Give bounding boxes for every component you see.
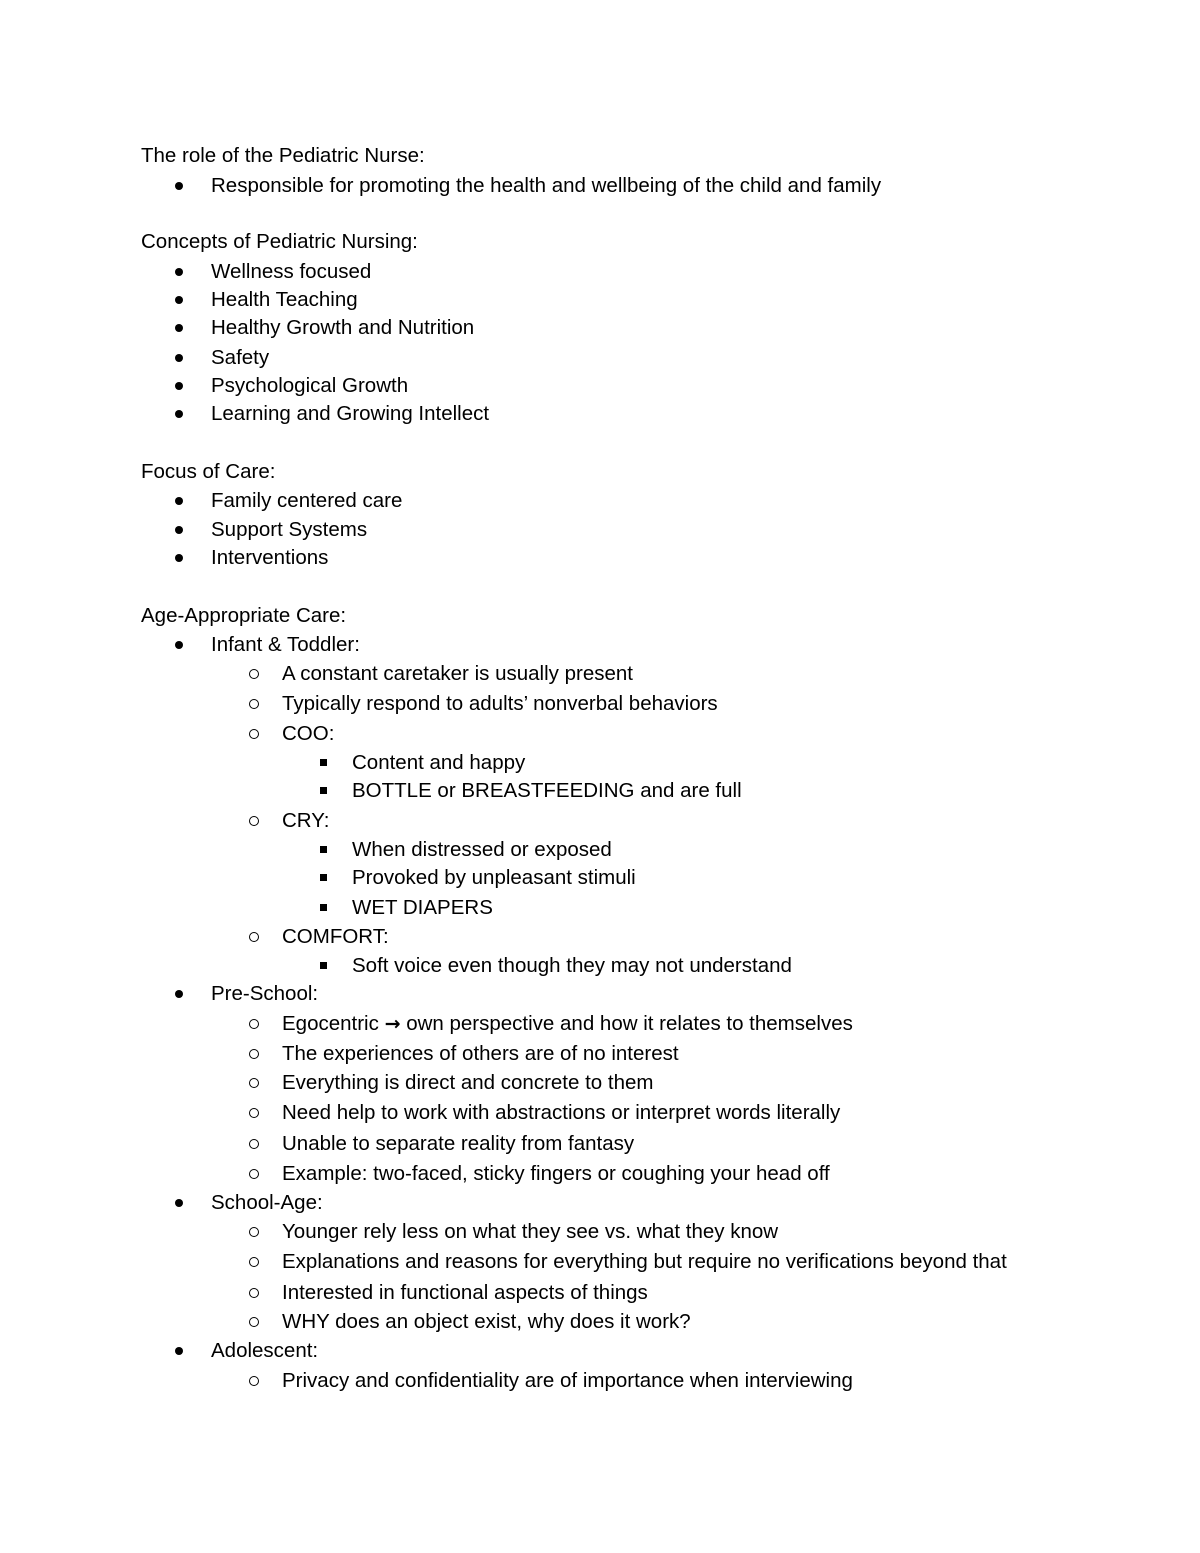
bullet-circle-icon: [249, 669, 259, 679]
list-item: BOTTLE or BREASTFEEDING and are full: [352, 779, 742, 802]
list-item: Younger rely less on what they see vs. what they know: [282, 1220, 779, 1243]
list-item: Learning and Growing Intellect: [211, 402, 490, 425]
list-item: Content and happy: [352, 751, 526, 774]
right-arrow-icon: →: [384, 1013, 401, 1035]
bullet-circle-icon: [249, 1288, 259, 1298]
bullet-disc-icon: [175, 554, 183, 562]
bullet-circle-icon: [249, 1078, 259, 1088]
bullet-square-icon: [320, 759, 327, 766]
bullet-disc-icon: [175, 354, 183, 362]
egocentric-description: own perspective and how it relates to themselves: [406, 1012, 853, 1035]
list-item-preschool: Pre-School:: [211, 982, 319, 1005]
bullet-circle-icon: [249, 1169, 259, 1179]
bullet-circle-icon: [249, 729, 259, 739]
heading-age-appropriate: Age-Appropriate Care:: [141, 604, 347, 627]
list-item-egocentric: [282, 1010, 853, 1038]
bullet-circle-icon: [249, 932, 259, 942]
bullet-disc-icon: [175, 324, 183, 332]
list-item: Safety: [211, 346, 270, 369]
bullet-circle-icon: [249, 1049, 259, 1059]
list-item: The experiences of others are of no interest: [282, 1042, 679, 1065]
bullet-square-icon: [320, 874, 327, 881]
bullet-circle-icon: [249, 1376, 259, 1386]
bullet-circle-icon: [249, 1227, 259, 1237]
list-item: Healthy Growth and Nutrition: [211, 316, 475, 339]
list-item-schoolage: School-Age:: [211, 1191, 323, 1214]
list-item: Typically respond to adults’ nonverbal behaviors: [282, 692, 718, 715]
bullet-disc-icon: [175, 641, 183, 649]
bullet-square-icon: [320, 846, 327, 853]
list-item: Wellness focused: [211, 260, 372, 283]
list-item: Psychological Growth: [211, 374, 409, 397]
bullet-circle-icon: [249, 699, 259, 709]
list-item-adolescent: Adolescent:: [211, 1339, 319, 1362]
list-item: Example: two-faced, sticky fingers or coughing your head off: [282, 1162, 830, 1185]
list-item: Everything is direct and concrete to them: [282, 1071, 654, 1094]
bullet-disc-icon: [175, 182, 183, 190]
bullet-circle-icon: [249, 816, 259, 826]
list-item-infant: Infant & Toddler:: [211, 633, 360, 656]
bullet-circle-icon: [249, 1139, 259, 1149]
bullet-square-icon: [320, 962, 327, 969]
bullet-disc-icon: [175, 268, 183, 276]
list-item: WHY does an object exist, why does it work?: [282, 1310, 691, 1333]
list-item: Provoked by unpleasant stimuli: [352, 866, 636, 889]
bullet-disc-icon: [175, 410, 183, 418]
bullet-disc-icon: [175, 497, 183, 505]
list-item: A constant caretaker is usually present: [282, 662, 633, 685]
bullet-circle-icon: [249, 1108, 259, 1118]
list-item: Explanations and reasons for everything but require no verifications beyond that: [282, 1250, 1007, 1273]
list-item: Soft voice even though they may not understand: [352, 954, 792, 977]
list-item: Interested in functional aspects of things: [282, 1281, 648, 1304]
bullet-square-icon: [320, 787, 327, 794]
heading-focus: Focus of Care:: [141, 460, 276, 483]
bullet-disc-icon: [175, 296, 183, 304]
list-item: Health Teaching: [211, 288, 358, 311]
list-item-comfort: COMFORT:: [282, 925, 389, 948]
egocentric-term: Egocentric: [282, 1012, 379, 1035]
bullet-square-icon: [320, 904, 327, 911]
list-item: Need help to work with abstractions or interpret words literally: [282, 1101, 841, 1124]
bullet-circle-icon: [249, 1317, 259, 1327]
bullet-disc-icon: [175, 526, 183, 534]
bullet-disc-icon: [175, 990, 183, 998]
list-item: When distressed or exposed: [352, 838, 612, 861]
bullet-disc-icon: [175, 1199, 183, 1207]
list-item: Support Systems: [211, 518, 368, 541]
bullet-disc-icon: [175, 1347, 183, 1355]
list-item: Privacy and confidentiality are of importance when interviewing: [282, 1369, 853, 1392]
list-item-coo: COO:: [282, 722, 335, 745]
heading-concepts: Concepts of Pediatric Nursing:: [141, 230, 418, 253]
bullet-circle-icon: [249, 1257, 259, 1267]
list-item: Interventions: [211, 546, 329, 569]
bullet-disc-icon: [175, 382, 183, 390]
list-item: Family centered care: [211, 489, 403, 512]
list-item: Responsible for promoting the health and wellbeing of the child and family: [211, 174, 882, 197]
heading-role: The role of the Pediatric Nurse:: [141, 144, 425, 167]
bullet-circle-icon: [249, 1019, 259, 1029]
list-item: Unable to separate reality from fantasy: [282, 1132, 635, 1155]
list-item-cry: CRY:: [282, 809, 330, 832]
list-item: WET DIAPERS: [352, 896, 493, 919]
